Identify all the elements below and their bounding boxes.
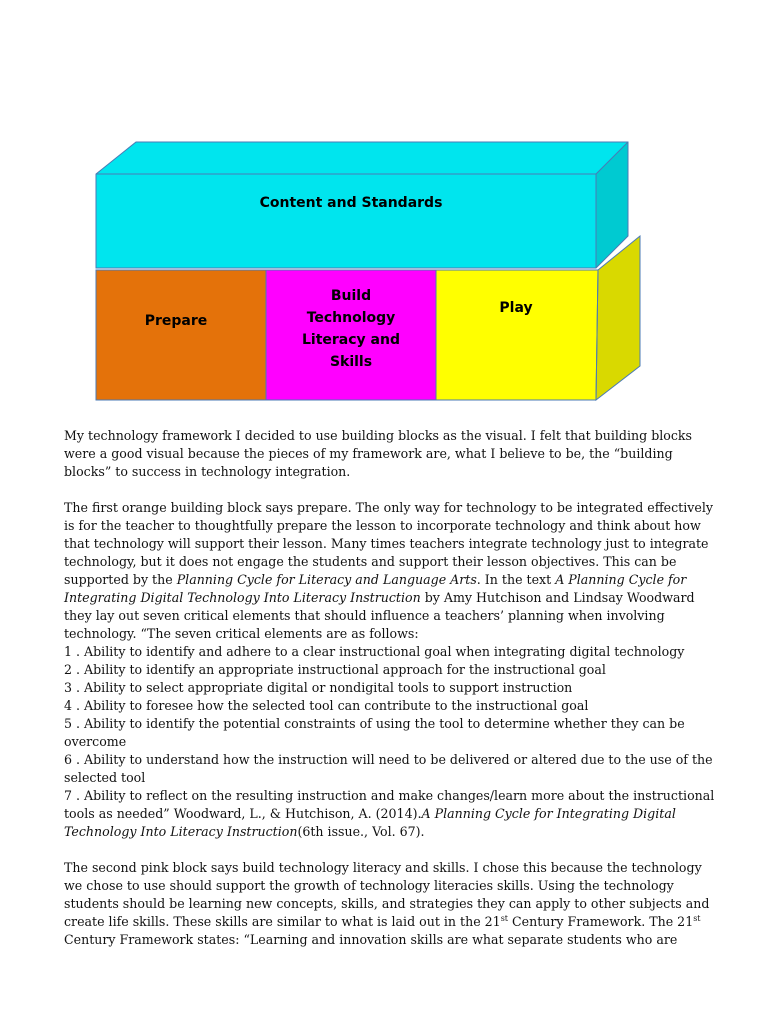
build-label-line-2: Technology xyxy=(306,310,396,326)
list-item: 1 . Ability to identify and adhere to a clear instructional goal when integrating digital technology xyxy=(64,644,685,659)
paragraph-2 xyxy=(64,499,716,643)
item7-italic-title: A Planning Cycle for Integrating Digital Technology Into Literacy Instruction xyxy=(64,806,676,839)
prepare-label: Prepare xyxy=(144,313,208,329)
list-item: 5 . Ability to identify the potential constraints of using the tool to determine whether they can be overcome xyxy=(64,716,685,749)
p2-text-b: . In the text xyxy=(476,572,556,587)
build-label-line-3: Literacy and xyxy=(302,332,400,348)
body-text xyxy=(64,427,716,949)
list-item xyxy=(64,787,716,841)
item7-text: 7 . Ability to reflect on the resulting instruction and make changes/learn more about the instructional tools as needed” xyxy=(64,788,715,821)
item7-end: (6th issue., Vol. 67). xyxy=(297,824,425,839)
list-item: 3 . Ability to select appropriate digital or nondigital tools to support instruction xyxy=(64,680,573,695)
build-label-line-4: Skills xyxy=(329,354,373,370)
critical-elements-list xyxy=(64,643,716,841)
build-technology-label xyxy=(266,285,436,373)
prepare-block xyxy=(96,270,266,400)
paragraph-3 xyxy=(64,859,716,949)
list-item: 2 . Ability to identify an appropriate instructional approach for the instructional goal xyxy=(64,662,606,677)
p3-text-a: The second pink block says build technology literacy and skills. I chose this because the technology we chose to use should support the growth of technology literacies skills. Using the technology students should be learning new concepts, skills, and strategies they can apply to other subjects and create life skills. These skills are similar to what is laid out in the 21 xyxy=(64,860,710,929)
p3-sup-2: st xyxy=(693,913,701,923)
p2-text-c: by Amy Hutchison and Lindsay Woodward they lay out seven critical elements that should influence a teachers’ planning when involving technology. “The seven critical elements are as follows: xyxy=(64,590,695,641)
paragraph-1: My technology framework I decided to use building blocks as the visual. I felt that building blocks were a good visual because the pieces of my framework are, what I believe to be, the “building blocks” to success in technology integration. xyxy=(64,428,693,479)
p3-text-c: Century Framework states: “Learning and innovation skills are what separate students who are xyxy=(64,932,678,947)
play-label: Play xyxy=(499,300,533,316)
p3-text-b: Century Framework. The 21 xyxy=(508,914,694,929)
build-label-line-1: Build xyxy=(330,288,372,304)
content-standards-label: Content and Standards xyxy=(259,195,443,211)
p2-italic-title-2: A Planning Cycle for Integrating Digital Technology Into Literacy Instruction xyxy=(64,572,687,605)
list-item: 4 . Ability to foresee how the selected tool can contribute to the instructional goal xyxy=(64,698,589,713)
p2-italic-title-1: Planning Cycle for Literacy and Language Arts xyxy=(176,572,477,587)
p3-sup-1: st xyxy=(500,913,509,923)
p2-text-a: The first orange building block says prepare. The only way for technology to be integrated effectively is for the teacher to thoughtfully prepare the lesson to incorporate technology and think about how that technology will support their lesson. Many times teachers integrate technology just to integrate technology, but it does not engage the students and support their lesson objectives. This can be supported by the xyxy=(64,500,713,587)
item7-citation: Woodward, L., & Hutchison, A. (2014). xyxy=(173,806,422,821)
list-item: 6 . Ability to understand how the instruction will need to be delivered or altered due to the use of the selected tool xyxy=(64,752,713,785)
